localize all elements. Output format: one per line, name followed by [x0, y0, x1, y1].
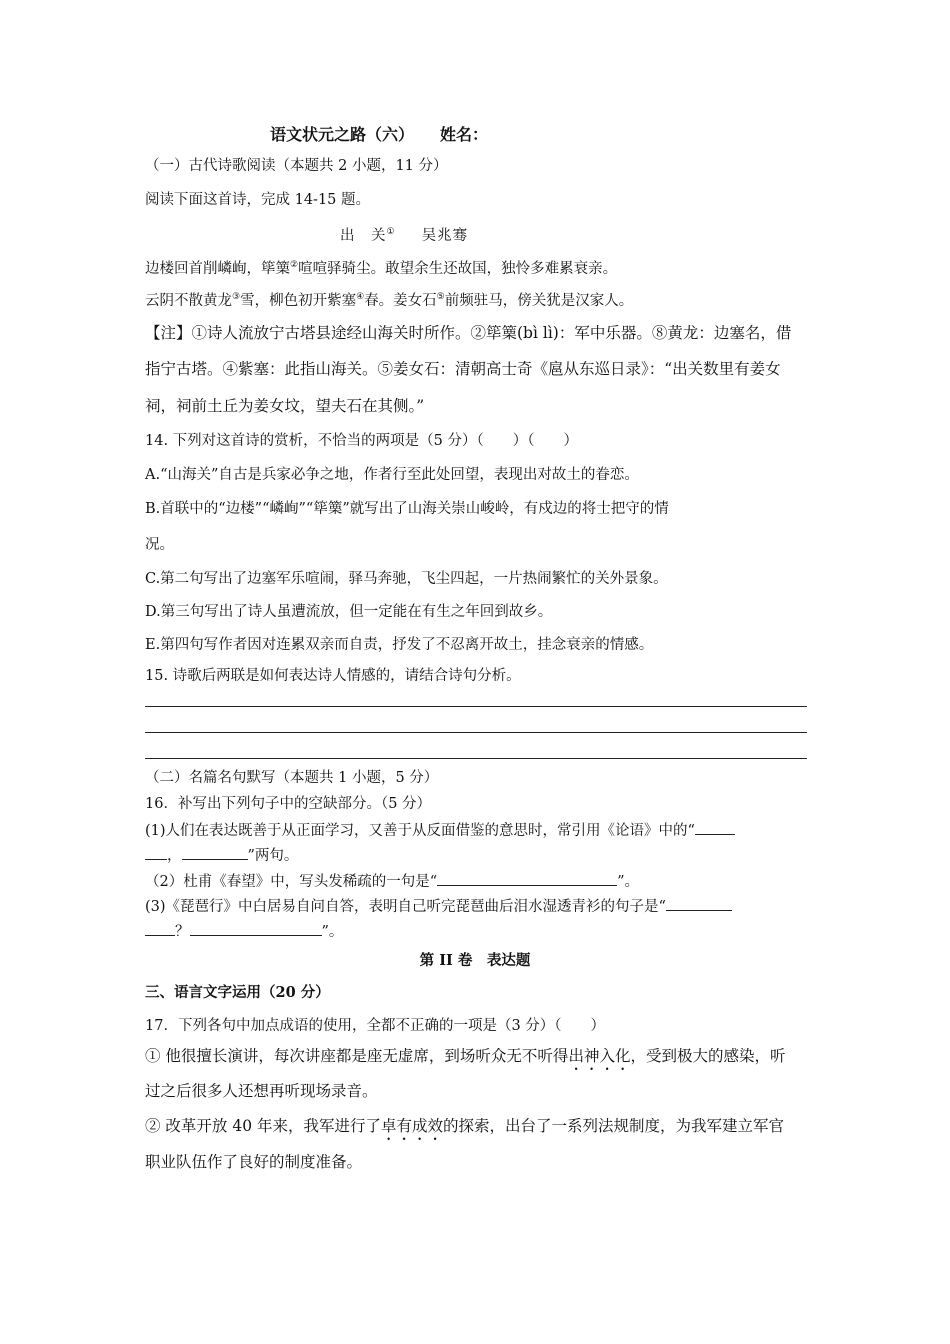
poem-line-2-part: 春。姜女石 — [364, 293, 437, 309]
question-17-sentence-1-cont: 过之后很多人还想再听现场录音。 — [145, 1082, 378, 1100]
question-16-item-2 — [145, 871, 810, 892]
poem-note-mark: ③ — [232, 292, 241, 303]
sentence-1-text: ① 他很擅长演讲，每次讲座都是座无虚席，到场听众无不听得 — [145, 1047, 569, 1065]
question-17-sentence-2-cont: 职业队伍作了良好的制度准备。 — [145, 1153, 363, 1171]
question-16-item-3 — [145, 896, 810, 917]
question-14-option-b-cont: 况。 — [145, 537, 174, 553]
section1-instruction: 阅读下面这首诗，完成 14-15 题。 — [145, 192, 371, 208]
note-line: 祠，祠前土丘为姜女坟，望夫石在其侧。” — [145, 397, 425, 415]
question-16-item-3-cont — [145, 921, 810, 942]
question-14-option-b: B.首联中的“边楼”“嶙峋”“筚篥”就写出了山海关崇山峻岭，有戍边的将士把守的情 — [145, 501, 669, 517]
title-text: 语文状元之路（六） — [270, 125, 415, 144]
dotted-idiom: 出神入化 — [568, 1047, 631, 1065]
question-16-item-3-tail: ”。 — [321, 924, 344, 940]
sentence-2-text: ② 改革开放 40 年来，我军进行了 — [145, 1117, 382, 1135]
poem-line-1 — [145, 259, 810, 279]
question-16-item-1-cont — [145, 845, 810, 866]
poem-line-1-part: 喧喧驿骑尘。敢望余生还故国，独怜多难累衰亲。 — [298, 261, 618, 277]
answer-line[interactable] — [145, 758, 807, 759]
question-14-option-e: E.第四句写作者因对连累双亲而自责，抒发了不忍离开故土，挂念衰亲的情感。 — [145, 637, 654, 653]
poem-note-mark: ④ — [356, 292, 365, 303]
poem-title: 出 关 — [340, 228, 387, 244]
question-14-option-d: D.第三句写出了诗人虽遭流放，但一定能在有生之年回到故乡。 — [145, 604, 553, 620]
fill-blank[interactable] — [437, 871, 617, 886]
poem-line-2-part: 前频驻马，傍关犹是汉家人。 — [444, 293, 634, 309]
poem-line-2-part: 雪，柳色初开紫塞 — [240, 293, 357, 309]
poem-note-mark: ② — [290, 260, 299, 271]
fill-blank[interactable] — [695, 820, 735, 835]
answer-line[interactable] — [145, 732, 807, 733]
question-16-item-1 — [145, 820, 810, 841]
dotted-idiom: 卓有成效 — [381, 1117, 444, 1135]
answer-line[interactable] — [145, 706, 807, 707]
poem-line-1-part: 边楼回首削嶙峋，筚篥 — [145, 261, 290, 277]
note-line: 【注】①诗人流放宁古塔县途经山海关时所作。②筚篥(bì lì)：军中乐器。⑧黄龙：边塞名，借 — [145, 324, 792, 342]
question-17-sentence-2 — [145, 1116, 810, 1144]
question-14-option-c: C.第二句写出了边塞军乐喧闹，驿马奔驰，飞尘四起，一片热闹繁忙的关外景象。 — [145, 571, 668, 587]
question-16-item-2-tail: ”。 — [617, 874, 640, 890]
poem-note-mark: ⑤ — [436, 292, 445, 303]
fill-blank[interactable] — [145, 845, 167, 860]
section2-heading: （二）名篇名句默写（本题共 1 小题，5 分） — [145, 770, 439, 786]
question-14-option-a: A.“山海关”自古是兵家必争之地，作者行至此处回望，表现出对故土的眷恋。 — [145, 467, 639, 483]
name-label: 姓名： — [440, 125, 489, 144]
question-17-sentence-1 — [145, 1046, 810, 1074]
question-17-stem: 17．下列各句中加点成语的使用，全都不正确的一项是（3 分）（ ） — [145, 1018, 606, 1034]
poem-title-mark: ① — [386, 227, 396, 238]
sentence-1-text: ，受到极大的感染，听 — [630, 1047, 786, 1065]
note-line: 指宁古塔。④紫塞：此指山海关。⑤姜女石：清朝高士奇《扈从东巡日录》：“出关数里有姜女 — [145, 360, 781, 378]
fill-blank[interactable] — [182, 845, 248, 860]
section1-heading: （一）古代诗歌阅读（本题共 2 小题，11 分） — [145, 158, 448, 174]
section3-heading: 三、语言文字运用（20 分） — [145, 984, 330, 1001]
poem-heading — [340, 224, 468, 245]
part2-heading: 第 II 卷 表达题 — [419, 952, 531, 969]
question-16-item-1-tail: ”两句。 — [247, 848, 299, 864]
question-16-item-1-text: (1)人们在表达既善于从正面学习，又善于从反面借鉴的意思时，常引用《论语》中的“ — [145, 823, 695, 839]
question-mark: ？ — [175, 924, 190, 940]
poem-line-2 — [145, 291, 810, 311]
comma: ， — [167, 848, 182, 864]
poem-line-2-part: 云阴不散黄龙 — [145, 293, 232, 309]
question-16-item-2-text: （2）杜甫《春望》中，写头发稀疏的一句是“ — [145, 874, 438, 890]
fill-blank[interactable] — [190, 921, 322, 936]
question-14-stem: 14. 下列对这首诗的赏析，不恰当的两项是（5 分）（ ）（ ） — [145, 433, 579, 449]
question-16-item-3-text: (3)《琵琶行》中白居易自问自答，表明自己听完琵琶曲后泪水湿透青衫的句子是“ — [145, 899, 666, 915]
sentence-2-text: 的探索，出台了一系列法规制度，为我军建立军官 — [443, 1117, 785, 1135]
fill-blank[interactable] — [145, 921, 175, 936]
question-16-stem: 16．补写出下列句子中的空缺部分。（5 分） — [145, 796, 432, 812]
page-title — [270, 122, 488, 145]
fill-blank[interactable] — [666, 896, 732, 911]
poem-author: 吴兆骞 — [421, 228, 469, 244]
question-15-stem: 15. 诗歌后两联是如何表达诗人情感的，请结合诗句分析。 — [145, 668, 521, 684]
